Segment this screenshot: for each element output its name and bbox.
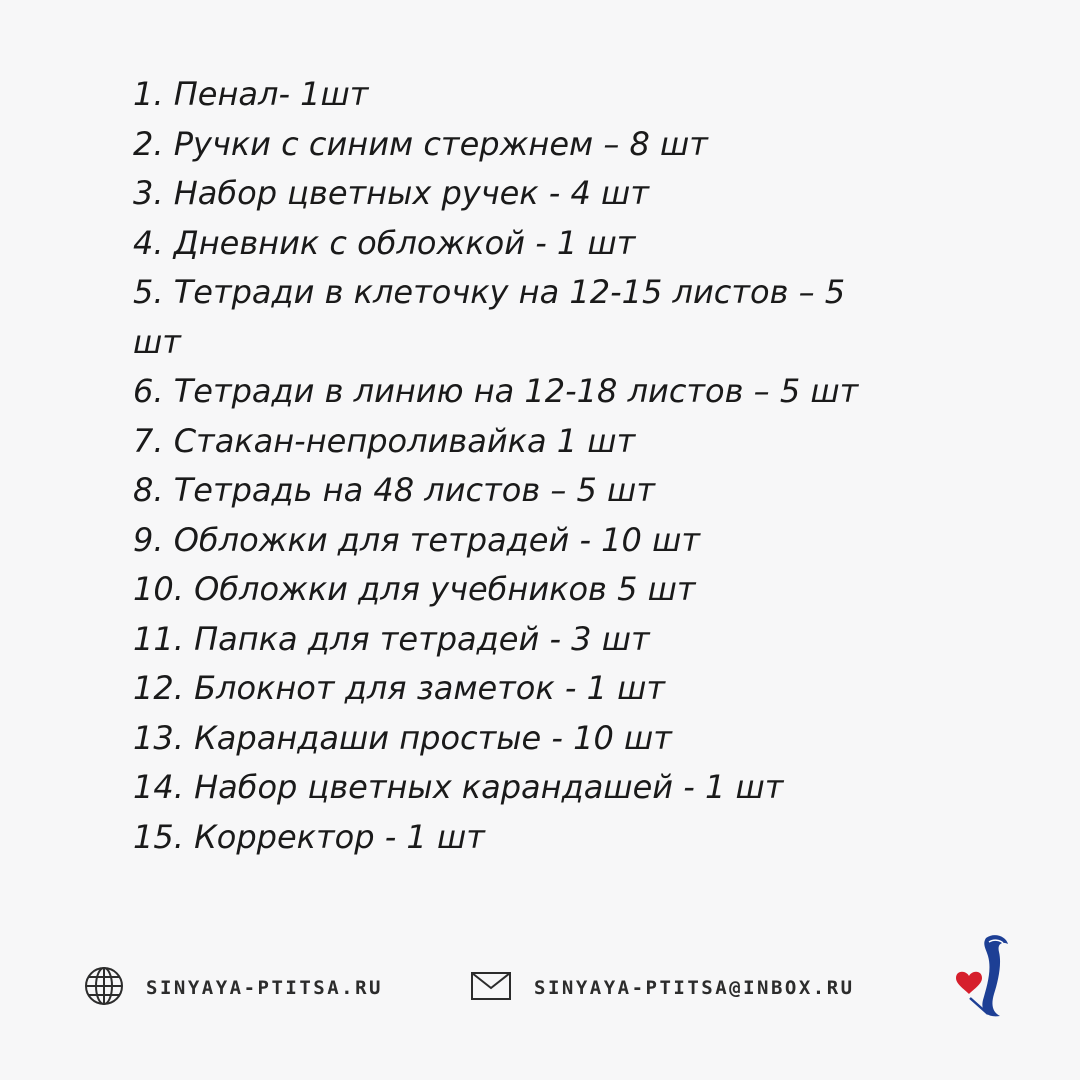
website-link[interactable]: SINYAYA-PTITSA.RU (146, 977, 383, 999)
list-item: 13. Карандаши простые - 10 шт (133, 718, 672, 757)
list-item: 10. Обложки для учебников 5 шт (133, 570, 696, 608)
list-item: 1. Пенал- 1шт (133, 75, 369, 113)
bird-heart-logo-icon (950, 932, 1014, 1027)
list-item: 2. Ручки с синим стержнем – 8 шт (133, 124, 708, 163)
list-item: 3. Набор цветных ручек - 4 шт (133, 174, 649, 212)
list-item: 11. Папка для тетрадей - 3 шт (133, 619, 650, 658)
list-item: 5. Тетради в клеточку на 12-15 листов – 5 шт (133, 273, 846, 361)
email-link[interactable]: SINYAYA-PTITSA@INBOX.RU (534, 977, 855, 999)
envelope-icon (470, 971, 512, 1006)
list-item: 9. Обложки для тетрадей - 10 шт (133, 520, 700, 559)
website-contact[interactable] (84, 968, 383, 1008)
email-contact[interactable] (470, 968, 855, 1008)
list-item: 12. Блокнот для заметок - 1 шт (133, 669, 666, 707)
list-item: 6. Тетради в линию на 12-18 листов – 5 шт (133, 372, 859, 410)
supply-list (133, 70, 873, 862)
list-item: 15. Корректор - 1 шт (133, 817, 485, 856)
globe-icon (84, 966, 124, 1011)
list-item: 14. Набор цветных карандашей - 1 шт (133, 768, 784, 806)
list-item: 4. Дневник с обложкой - 1 шт (133, 223, 636, 262)
list-item: 8. Тетрадь на 48 листов – 5 шт (133, 471, 655, 509)
list-item: 7. Стакан-непроливайка 1 шт (133, 421, 636, 460)
